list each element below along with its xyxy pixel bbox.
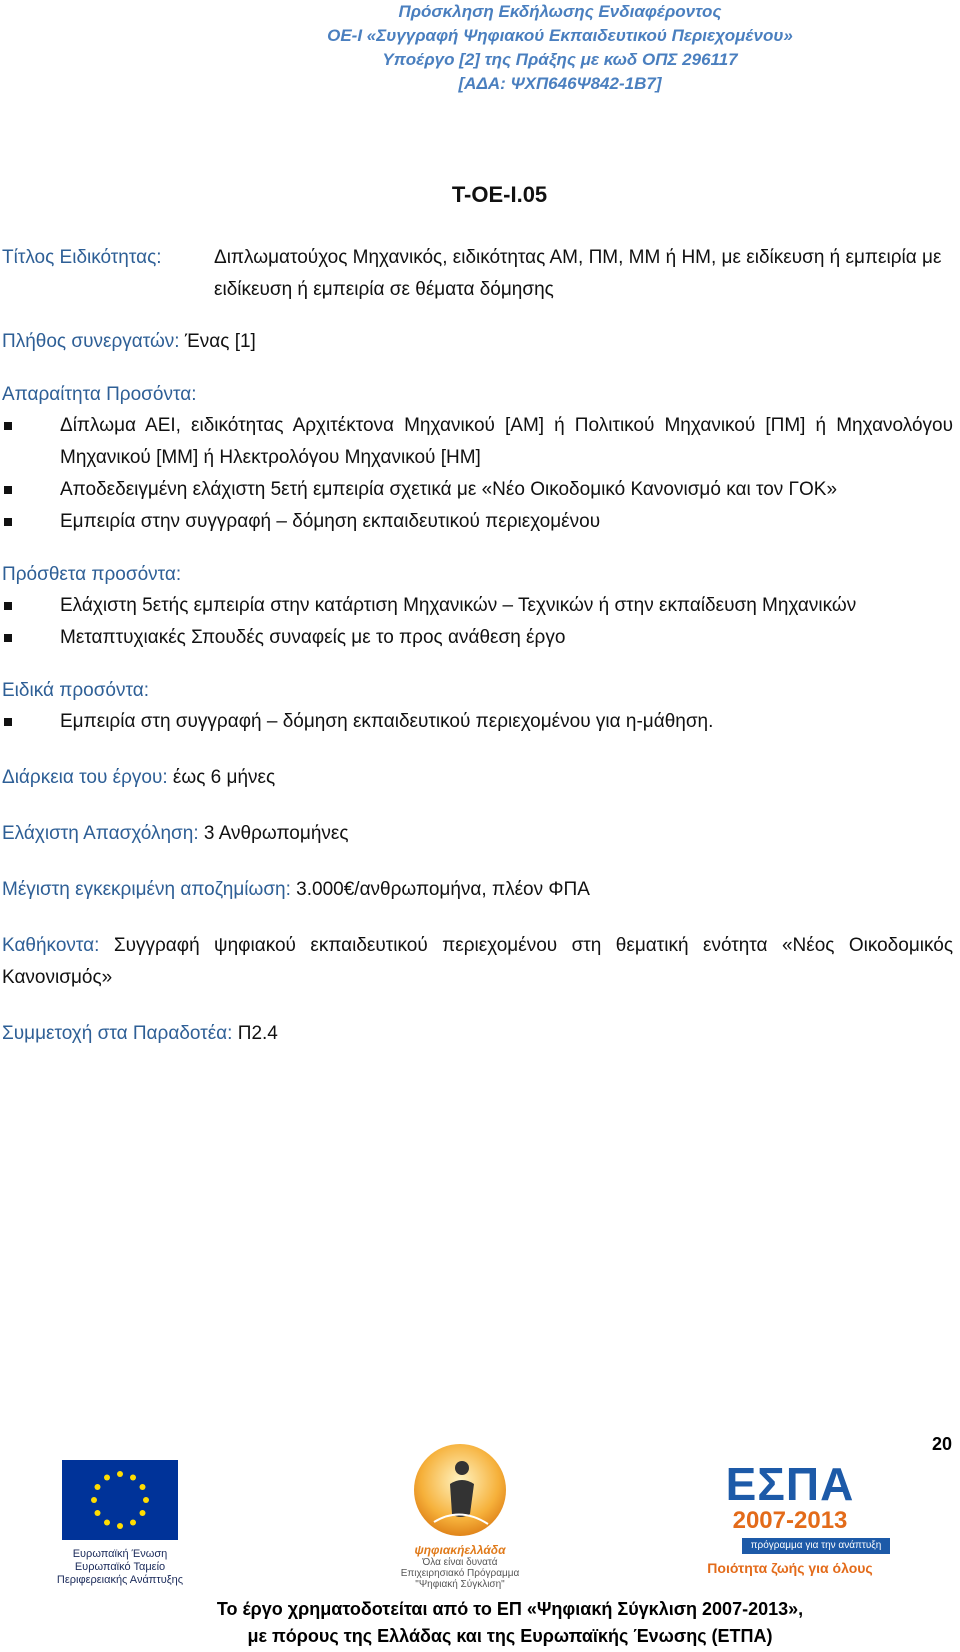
digital-greece-logo [390, 1440, 530, 1590]
duties-field [2, 930, 957, 994]
collaborators-line [2, 326, 957, 358]
digital-greece-slogan: Όλα είναι δυνατά [422, 1557, 498, 1568]
footer-line-1: Το έργο χρηματοδοτείται από το ΕΠ «Ψηφιακή Σύγκλιση 2007-2013», [216, 1599, 804, 1619]
eu-logo [55, 1460, 185, 1587]
digital-greece-name: ψηφιακήελλάδα [414, 1543, 506, 1557]
bullet-icon [4, 518, 12, 526]
espa-years: 2007-2013 [732, 1507, 848, 1534]
additional-heading: Πρόσθετα προσόντα: [2, 564, 182, 585]
duties-label: Καθήκοντα: [2, 935, 100, 956]
list-item [2, 506, 957, 538]
eu-flag-icon [62, 1460, 178, 1540]
required-heading: Απαραίτητα Προσόντα: [2, 384, 197, 405]
footer-line-2: με πόρους της Ελλάδας και της Ευρωπαϊκής Ένωσης (ΕΤΠΑ) [247, 1626, 773, 1646]
list-item [2, 410, 957, 474]
collaborators-label: Πλήθος συνεργατών: [2, 331, 180, 352]
bullet-icon [4, 634, 12, 642]
required-list [2, 410, 957, 538]
collaborators-value: Ένας [1] [179, 331, 256, 352]
list-item [2, 706, 957, 738]
list-item [2, 622, 957, 654]
list-item-text: Εμπειρία στην συγγραφή – δόμηση εκπαιδευτικού περιεχομένου [60, 511, 601, 532]
page-number: 20 [931, 1434, 952, 1454]
deliverables-field [2, 1018, 957, 1050]
bullet-icon [4, 718, 12, 726]
digital-greece-program-name: "Ψηφιακή Σύγκλιση" [415, 1579, 505, 1590]
espa-program: πρόγραμμα για την ανάπτυξη [742, 1538, 890, 1554]
deliverables-value: Π2.4 [232, 1023, 278, 1044]
specialty-title-label: Τίτλος Ειδικότητας: [2, 247, 162, 268]
list-item-text: Δίπλωμα ΑΕΙ, ειδικότητας Αρχιτέκτονα Μηχανικού [ΑΜ] ή Πολιτικού Μηχανικού [ΠΜ] ή Μηχανολόγου Μηχανικού [ΜΜ] ή Ηλεκτρολόγου Μηχανικού [ΗΜ] [60, 415, 953, 468]
espa-logo [690, 1460, 890, 1578]
max-compensation-value: 3.000€/ανθρωπομήνα, πλέον ΦΠΑ [290, 879, 590, 900]
header-line-4: [ΑΔΑ: ΨΧΠ646Ψ842-1Β7] [458, 74, 662, 93]
header-line-3: Υποέργο [2] της Πράξης με κωδ ΟΠΣ 296117 [382, 50, 738, 69]
document-header [160, 0, 960, 96]
duration-label: Διάρκεια του έργου: [2, 767, 168, 788]
duration-value: έως 6 μήνες [167, 767, 276, 788]
duration-field [2, 762, 957, 794]
duties-value: Συγγραφή ψηφιακού εκπαιδευτικού περιεχομένου στη θεματική ενότητα «Νέος Οικοδομικός Κανονισμός» [2, 935, 953, 988]
espa-slogan: Ποιότητα ζωής για όλους [707, 1560, 873, 1576]
specialty-title-text: Διπλωματούχος Μηχανικός, ειδικότητας ΑΜ, ΠΜ, ΜΜ ή ΗΜ, με ειδίκευση ή εμπειρία με ειδίκευση ή εμπειρία σε θέματα δόμησης [214, 247, 942, 300]
min-employment-field [2, 818, 957, 850]
additional-list [2, 590, 957, 654]
max-compensation-field [2, 874, 957, 906]
special-list [2, 706, 957, 738]
digital-greece-program: Επιχειρησιακό Πρόγραμμα [400, 1568, 520, 1579]
min-employment-label: Ελάχιστη Απασχόληση: [2, 823, 199, 844]
list-item [2, 474, 957, 506]
specialty-title-row [2, 242, 957, 306]
special-heading: Ειδικά προσόντα: [2, 680, 149, 701]
max-compensation-label: Μέγιστη εγκεκριμένη αποζημίωση: [2, 879, 291, 900]
funding-footer [60, 1596, 960, 1650]
min-employment-value: 3 Ανθρωπομήνες [198, 823, 349, 844]
logo-strip [0, 1440, 960, 1600]
document-body [2, 180, 957, 1050]
list-item-text: Αποδεδειγμένη ελάχιστη 5ετή εμπειρία σχετικά με «Νέο Οικοδομικό Κανονισμό και τον ΓΟΚ» [60, 479, 838, 500]
eu-caption-2: Ευρωπαϊκό Ταμείο [74, 1561, 166, 1573]
list-item-text: Ελάχιστη 5ετής εμπειρία στην κατάρτιση Μηχανικών – Τεχνικών ή στην εκπαίδευση Μηχανικών [60, 595, 857, 616]
header-line-2: ΟΕ-Ι «Συγγραφή Ψηφιακού Εκπαιδευτικού Περιεχομένου» [327, 26, 793, 45]
deliverables-label: Συμμετοχή στα Παραδοτέα: [2, 1023, 233, 1044]
bullet-icon [4, 602, 12, 610]
list-item-text: Εμπειρία στη συγγραφή – δόμηση εκπαιδευτικού περιεχομένου για η-μάθηση. [60, 711, 714, 732]
bullet-icon [4, 422, 12, 430]
header-line-1: Πρόσκληση Εκδήλωσης Ενδιαφέροντος [398, 2, 722, 21]
list-item-text: Μεταπτυχιακές Σπουδές συναφείς με το προς ανάθεση έργο [60, 627, 566, 648]
eu-caption-1: Ευρωπαϊκή Ένωση [72, 1548, 168, 1560]
position-code: Τ-ΟΕ-Ι.05 [451, 182, 548, 207]
eu-caption-3: Περιφερειακής Ανάπτυξης [56, 1574, 184, 1586]
digital-greece-emblem-icon [410, 1440, 510, 1540]
list-item [2, 590, 957, 622]
bullet-icon [4, 486, 12, 494]
espa-name: ΕΣΠΑ [725, 1458, 855, 1510]
